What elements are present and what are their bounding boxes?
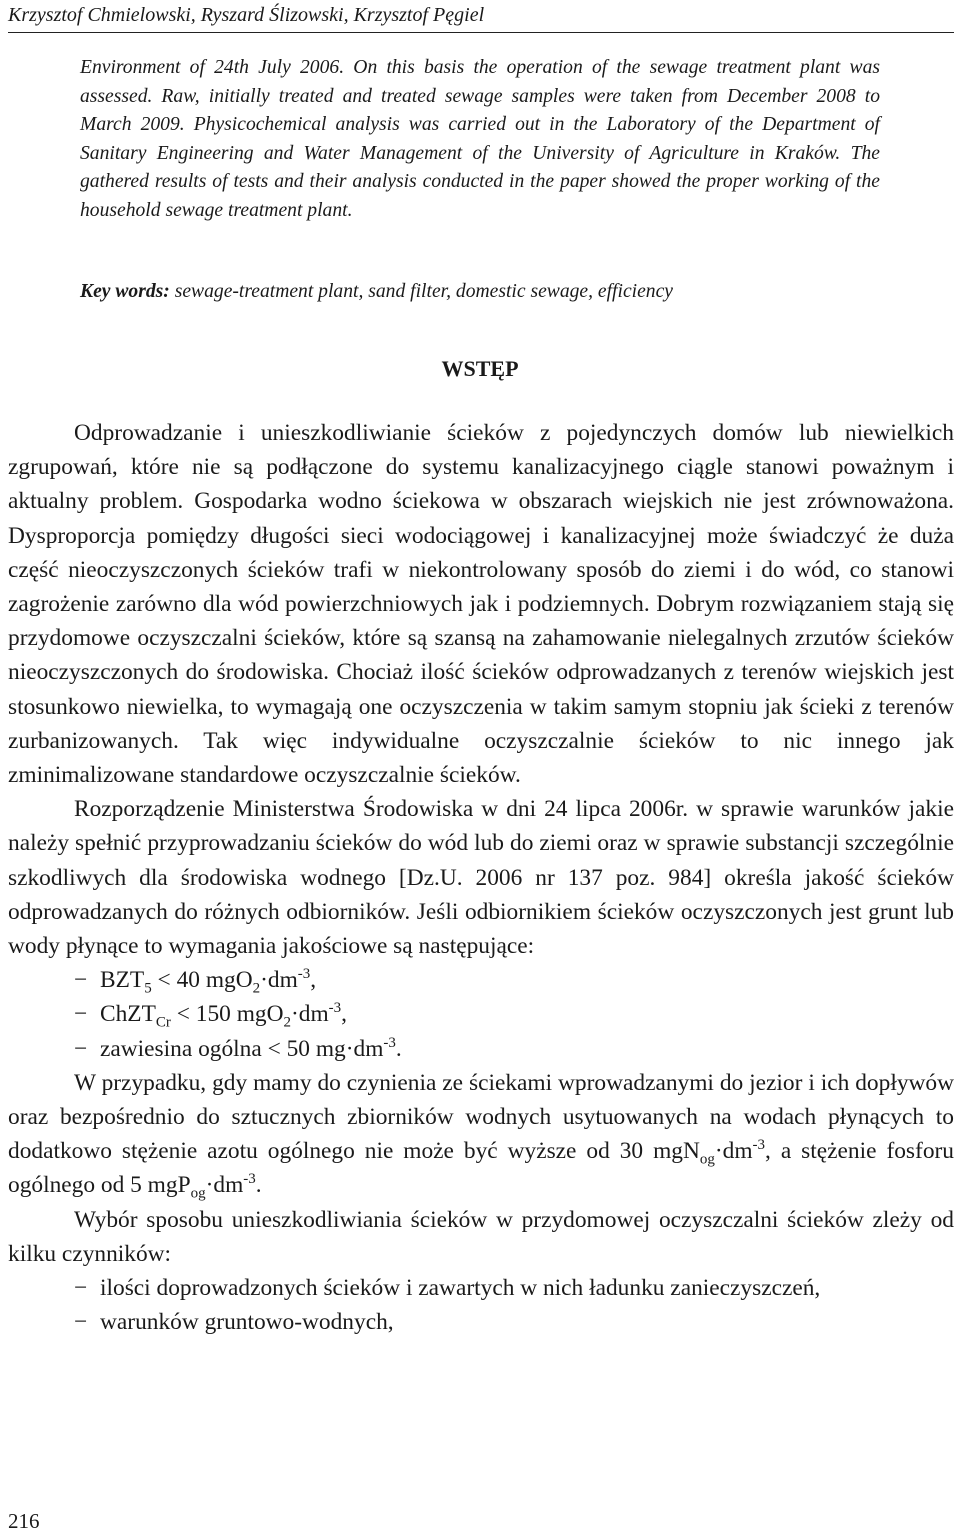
page-number: 216 — [8, 1509, 40, 1533]
dash-bullet: − — [74, 967, 88, 994]
paragraph-regulation: Rozporządzenie Ministerstwa Środowiska w dni 24 lipca 2006r. w sprawie warunków jakie należy spełnić przyprowadzaniu ścieków do wód lub do ziemi oraz w sprawie substancji szczególnie szkodliwych dla środowiska wodnego [Dz.U. 2006 nr 137 poz. 984] określa jakość ścieków odprowadzanych do różnych odbiorników. Jeśli odbiornikiem ścieków oczyszczonych jest grunt lub wody płynące to wymagania jakościowe są następujące: — [8, 796, 954, 960]
dash-bullet: − — [74, 1275, 88, 1302]
list-item-sewage-quantity: − ilości doprowadzonych ścieków i zawartych w nich ładunku zanieczyszczeń, — [8, 1271, 954, 1305]
keywords — [80, 278, 880, 306]
dash-bullet: − — [74, 1035, 88, 1062]
dash-bullet: − — [74, 1309, 88, 1336]
abstract-text: Environment of 24th July 2006. On this basis the operation of the sewage treatment plant was assessed. Raw, initially treated and treated sewage samples were taken from December 2008 to March 2009. Physicochemical analysis was carried out in the Laboratory of the Department of Sanitary Engineering and Water Management of the University of Agriculture in Kraków. The gathered results of tests and their analysis conducted in the paper showed the proper working of the household sewage treatment plant. — [80, 57, 880, 221]
list-item-suspended-solids: − zawiesina ogólna < 50 $mg\cdot dm^{-3}$. — [8, 1032, 954, 1066]
keywords-label: Key words: — [80, 281, 170, 302]
keywords-text: sewage-treatment plant, sand filter, domestic sewage, efficiency — [169, 281, 673, 302]
paragraph-nitrogen-phosphorus: W przypadku, gdy mamy do czynienia ze ściekami wprowadzanymi do jezior i ich dopływów oraz bezpośrednio do sztucznych zbiorników wodnych usytuowanych na wodach płynących to dodatkowo stężenie azotu ogólnego nie może być wyższe od 30 $mgN_{og}\cdot dm^{-3}$, a stężenie fosforu ogólnego od 5 $mgP_{og}\cdot dm^{-3}$. — [8, 1069, 954, 1203]
paragraph-intro: Odprowadzanie i unieszkodliwianie ścieków z pojedynczych domów lub niewielkich zgrupowań, które nie są podłączone do systemu kanalizacyjnego ciągle stanowi poważnym i aktualny problem. Gospodarka wodno ściekowa w obszarach wiejskich nie jest zrównoważona. Dysproporcja pomiędzy długości sieci wodociągowej i kanalizacyjnej może świadczyć że duża część nieoczyszczonych ścieków trafi w niekontrolowany sposób do ziemi i do wód, co stanowi zagrożenie zarówno dla wód powierzchniowych jak i podziemnych. Dobrym rozwiązaniem stają się przydomowe oczyszczalni ścieków, które są szansą na zahamowanie nielegalnych zrzutów ścieków nieoczyszczonych do środowiska. Chociaż ilość ścieków odprowadzanych z terenów wiejskich jest stosunkowo niewielka, to wymagają one oczyszczenia w takim samym stopniu jak ścieki z terenów zurbanizowanych. Tak więc indywidualne oczyszczalnie ścieków to nic innego jak zminimalizowane standardowe oczyszczalnie ścieków. — [8, 420, 954, 789]
section-title: WSTĘP — [441, 356, 519, 381]
list-item-chzt: − ChZT$_{Cr}$ < 150 $mgO_2\cdot dm^{-3}$, — [8, 997, 954, 1031]
list-item-bzt: − $BZT_5 < 40$ $mgO_2\cdot dm^{-3}$, — [8, 963, 954, 997]
dash-bullet: − — [74, 1001, 88, 1028]
running-header: Krzysztof Chmielowski, Ryszard Ślizowski, Krzysztof Pęgiel — [8, 2, 954, 33]
paragraph-method-choice: Wybór sposobu unieszkodliwiania ścieków w przydomowej oczyszczalni ścieków zleży od kilku czynników: — [8, 1206, 954, 1267]
body-text — [8, 416, 954, 1339]
list-item-ground-water: − warunków gruntowo-wodnych, — [8, 1305, 954, 1339]
